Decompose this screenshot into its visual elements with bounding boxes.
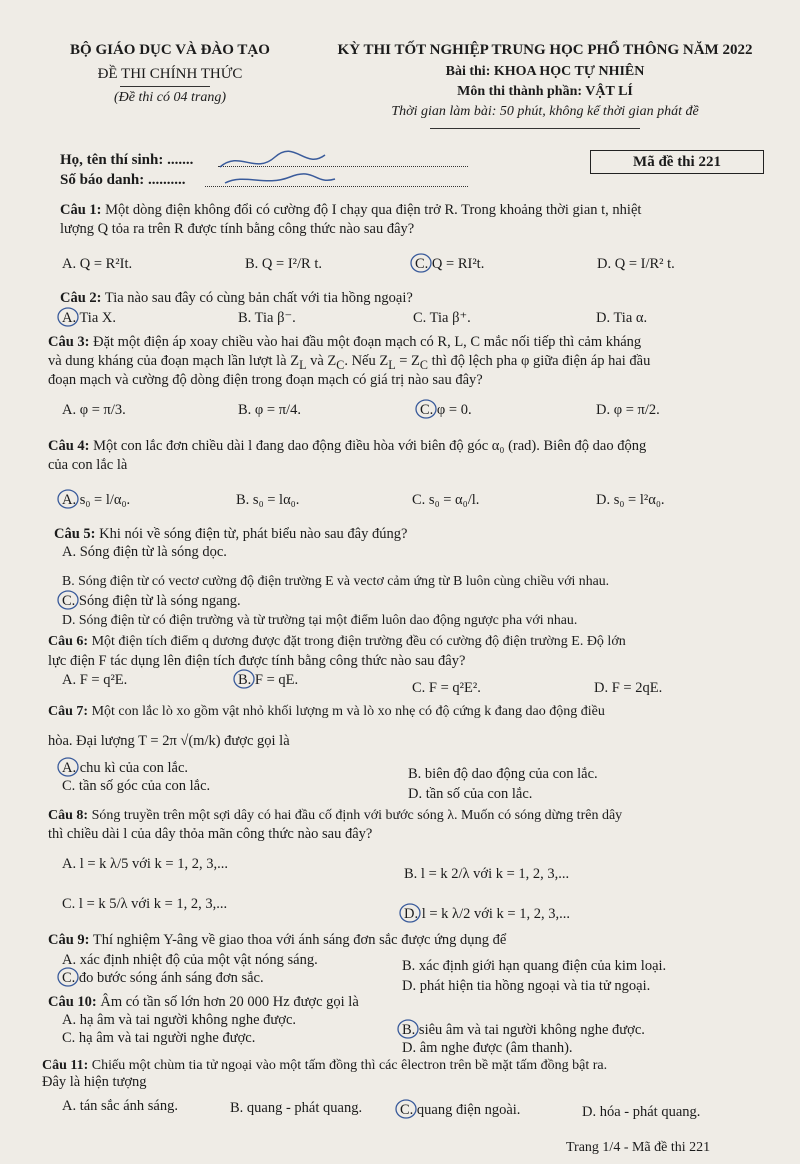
q2-option-d: D. Tia α. (596, 310, 648, 326)
question-label: Câu 6: (48, 634, 89, 649)
question-label: Câu 9: (48, 932, 90, 948)
q9-option-a: A. xác định nhiệt độ của một vật nóng sáng. (62, 952, 318, 968)
q7-option-d: D. tần số của con lắc. (408, 786, 533, 802)
question-1-line2: lượng Q tỏa ra trên R được tính bằng công thức nào sau đây? (60, 221, 415, 237)
q3-option-a: A. φ = π/3. (62, 402, 126, 418)
exam-time: Thời gian làm bài: 50 phút, không kể thời gian phát đề (391, 104, 699, 119)
answer-mark-q3 (414, 397, 438, 421)
q11-option-b: B. quang - phát quang. (230, 1100, 363, 1116)
q6-option-a: A. F = q²E. (62, 672, 128, 688)
q9-option-b: B. xác định giới hạn quang điện của kim loại. (402, 958, 667, 974)
question-label: Câu 4: (48, 438, 90, 454)
official-label: ĐỀ THI CHÍNH THỨC (97, 66, 243, 82)
q7-option-a: A. chu kì của con lắc. (62, 760, 189, 776)
q1-option-a: A. Q = R²It. (62, 256, 133, 272)
q4-option-d: D. s₀ = l²α₀. (596, 492, 665, 508)
question-label: Câu 11: (42, 1058, 89, 1073)
q10-option-c: C. hạ âm và tai người nghe được. (62, 1030, 256, 1046)
question-text: Một điện tích điểm q dương được đặt trong điện trường đều có cường độ điện trường E. Độ lớn (91, 634, 626, 649)
question-8-line2: thì chiều dài l của dây thỏa mãn công thức nào sau đây? (48, 826, 373, 842)
question-label: Câu 3: (48, 334, 90, 350)
exam-title: KỲ THI TỐT NGHIỆP TRUNG HỌC PHỔ THÔNG NĂM 2022 (337, 42, 753, 58)
header-divider-right (430, 128, 640, 129)
question-text: Âm có tần số lớn hơn 20 000 Hz được gọi là (100, 994, 359, 1010)
q9-option-d: D. phát hiện tia hồng ngoại và tia tử ngoại. (402, 978, 651, 994)
q10-option-a: A. hạ âm và tai người không nghe được. (62, 1012, 297, 1028)
q10-option-b: B. siêu âm và tai người không nghe được. (402, 1022, 645, 1038)
q7-option-b: B. biên độ dao động của con lắc. (408, 766, 598, 782)
q9-option-c: C. đo bước sóng ánh sáng đơn sắc. (62, 970, 264, 986)
q8-option-c: C. l = k 5/λ với k = 1, 2, 3,... (62, 896, 228, 912)
question-6-line2: lực điện F tác dụng lên điện tích được tính bằng công thức nào sau đây? (48, 653, 466, 669)
q3-option-d: D. φ = π/2. (596, 402, 660, 418)
question-4 (48, 438, 646, 455)
question-4-line2: của con lắc là (48, 457, 128, 473)
question-label: Câu 5: (54, 526, 96, 542)
q6-option-b: B. F = qE. (238, 672, 299, 688)
answer-mark-q6 (232, 667, 256, 691)
ministry-name: BỘ GIÁO DỤC VÀ ĐÀO TẠO (70, 42, 270, 58)
q1-option-b: B. Q = I²/R t. (245, 256, 322, 272)
question-5 (54, 526, 407, 543)
q3-option-c: C. φ = 0. (420, 402, 472, 418)
question-6 (48, 634, 626, 650)
question-7 (48, 704, 605, 720)
candidate-id-label: Số báo danh: .......... (60, 172, 186, 188)
answer-mark-q2 (56, 305, 80, 329)
q8-option-a: A. l = k λ/5 với k = 1, 2, 3,... (62, 856, 228, 872)
question-3-line2: và dung kháng của đoạn mạch lần lượt là $Z_L$ và $Z_C$. Nếu $Z_L = Z_C$ thì độ lệch pha φ giữa điện áp hai đầu (48, 353, 651, 372)
q5-option-c: C. Sóng điện từ là sóng ngang. (62, 593, 241, 609)
question-text: Thí nghiệm Y-âng về giao thoa với ánh sáng đơn sắc được ứng dụng để (92, 932, 507, 948)
question-1 (60, 202, 641, 219)
q8-option-d: D. l = k λ/2 với k = 1, 2, 3,... (404, 906, 570, 922)
answer-mark-q7 (56, 755, 80, 779)
pages-note: (Đề thi có 04 trang) (114, 90, 226, 105)
question-label: Câu 10: (48, 994, 97, 1010)
answer-mark-q8 (398, 901, 422, 925)
question-11-line2: Đây là hiện tượng (42, 1074, 147, 1090)
q11-option-c: C. quang điện ngoài. (400, 1102, 521, 1118)
q5-option-d: D. Sóng điện từ có điện trường và từ trường tại một điểm luôn dao động ngược pha với nhau. (62, 612, 578, 627)
question-9 (48, 932, 506, 949)
question-label: Câu 7: (48, 704, 89, 719)
question-text: Khi nói về sóng điện từ, phát biểu nào sau đây đúng? (99, 526, 408, 542)
answer-mark-q5 (56, 588, 80, 612)
q1-option-d: D. Q = I/R² t. (597, 256, 675, 272)
question-8 (48, 808, 622, 824)
question-3-line3: đoạn mạch và cường độ dòng điện trong đoạn mạch có giá trị nào sau đây? (48, 372, 483, 388)
header-divider-left (120, 86, 210, 87)
q1-option-c: C. Q = RI²t. (415, 256, 485, 272)
q11-option-a: A. tán sắc ánh sáng. (62, 1098, 178, 1114)
q2-option-b: B. Tia β⁻. (238, 310, 296, 326)
q4-option-c: C. s₀ = α₀/l. (412, 492, 480, 508)
question-7-line2: hòa. Đại lượng T = 2π √(m/k) được gọi là (48, 733, 290, 749)
question-text: Sóng truyền trên một sợi dây có hai đầu cố định với bước sóng λ. Muốn có sóng dừng trên dây (91, 808, 623, 823)
handwritten-scribble (215, 145, 345, 190)
question-10 (48, 994, 359, 1011)
q4-option-a: A. s₀ = l/α₀. (62, 492, 131, 508)
q7-option-c: C. tần số góc của con lắc. (62, 778, 211, 794)
question-2 (60, 290, 413, 307)
q4-option-b: B. s₀ = lα₀. (236, 492, 300, 508)
subject-test: Bài thi: KHOA HỌC TỰ NHIÊN (445, 64, 645, 79)
q11-option-d: D. hóa - phát quang. (582, 1104, 701, 1120)
q6-option-c: C. F = q²E². (412, 680, 481, 696)
candidate-name-label: Họ, tên thí sinh: ....... (60, 152, 194, 168)
q3-option-b: B. φ = π/4. (238, 402, 301, 418)
question-text: Một dòng điện không đổi có cường độ I chạy qua điện trở R. Trong khoảng thời gian t, nhiệt (105, 202, 642, 218)
question-text: Một con lắc đơn chiều dài l đang dao động điều hòa với biên độ góc α₀ (rad). Biên độ dao động (93, 438, 647, 454)
question-11 (42, 1058, 607, 1074)
question-label: Câu 2: (60, 290, 102, 306)
question-text: Đặt một điện áp xoay chiều vào hai đầu một đoạn mạch có R, L, C mắc nối tiếp thì cảm kháng (93, 334, 642, 350)
exam-code-box: Mã đề thi 221 (590, 150, 764, 174)
question-label: Câu 1: (60, 202, 102, 218)
component-subject: Môn thi thành phần: VẬT LÍ (457, 84, 633, 99)
q5-option-a: A. Sóng điện từ là sóng dọc. (62, 544, 227, 560)
question-text: Tia nào sau đây có cùng bản chất với tia hồng ngoại? (104, 290, 413, 306)
q2-option-a: A. Tia X. (62, 310, 116, 326)
q10-option-d: D. âm nghe được (âm thanh). (402, 1040, 573, 1056)
q2-option-c: C. Tia β⁺. (413, 310, 471, 326)
q8-option-b: B. l = k 2/λ với k = 1, 2, 3,... (404, 866, 570, 882)
q6-option-d: D. F = 2qE. (594, 680, 663, 696)
question-text: Một con lắc lò xo gồm vật nhỏ khối lượng m và lò xo nhẹ có độ cứng k đang dao động điều (91, 704, 605, 719)
question-label: Câu 8: (48, 808, 89, 823)
answer-mark-q1 (409, 251, 433, 275)
answer-mark-q9 (56, 965, 80, 989)
q5-option-b: B. Sóng điện từ có vectơ cường độ điện trường E và vectơ cảm ứng từ B luôn cùng chiều với nhau. (62, 573, 610, 588)
question-3 (48, 334, 641, 351)
question-text: Chiếu một chùm tia tử ngoại vào một tấm đồng thì các êlectron trên bề mặt tấm đồng bật ra. (91, 1058, 608, 1073)
answer-mark-q4 (56, 487, 80, 511)
answer-mark-q10 (396, 1017, 420, 1041)
answer-mark-q11 (394, 1097, 418, 1121)
page-footer: Trang 1/4 - Mã đề thi 221 (566, 1140, 711, 1155)
